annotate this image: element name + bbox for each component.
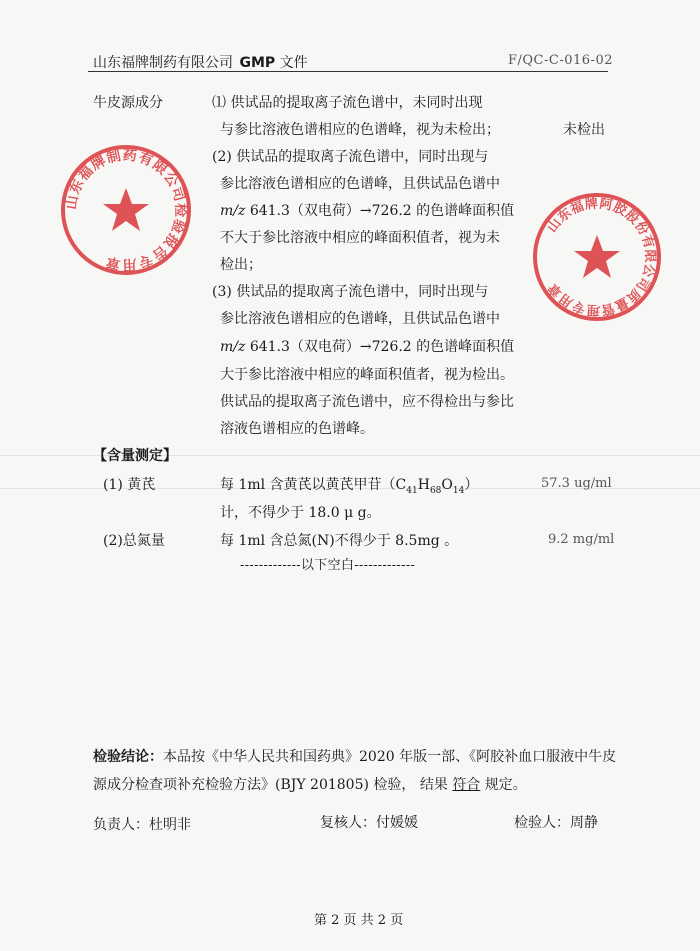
conclusion-text1: 本品按《中华人民共和国药典》2020 年版一部、《阿胶补血口服液中牛皮	[163, 749, 617, 765]
bovine-result: 未检出	[563, 122, 605, 138]
bovine-p2-line3	[220, 200, 514, 220]
bovine-p3-line5: 供试品的提取离子流色谱中，应不得检出与参比	[220, 394, 514, 410]
assay-item1-label: (1) 黄芪	[103, 477, 156, 493]
company-name: 山东福牌制药有限公司	[93, 55, 233, 71]
assay-item1-line2: 计，不得少于 18.0 μ g。	[220, 505, 381, 521]
document-code: F/QC-C-016-02	[508, 53, 613, 68]
assay-section-title: 【含量测定】	[93, 448, 177, 464]
assay-item2-text: 每 1ml 含总氮(N)不得少于 8.5mg 。	[220, 533, 459, 549]
conclusion-verdict: 符合	[452, 777, 481, 793]
assay-item1-text-b: ）	[464, 477, 479, 493]
conclusion-label: 检验结论：	[93, 749, 163, 765]
bovine-p1-line2: 与参比溶液色谱相应的色谱峰，视为未检出；	[220, 122, 500, 138]
bovine-p3-line3-text: 641.3（双电荷）→726.2 的色谱峰面积值	[245, 339, 515, 355]
assay-item1-text-a: 每 1ml 含黄芪以黄芪甲苷（C	[220, 477, 407, 493]
bovine-p2-line1: (2) 供试品的提取离子流色谱中，同时出现与	[212, 149, 489, 165]
bovine-p2-line2: 参比溶液色谱相应的色谱峰，且供试品色谱中	[220, 176, 500, 192]
conclusion-text2-pre: 源成分检查项补充检验方法》(BJY 201805) 检验， 结果	[93, 777, 453, 793]
mz-symbol: m/z	[220, 339, 246, 355]
bovine-p3-line4: 大于参比溶液中相应的峰面积值者，视为检出。	[220, 367, 514, 383]
conclusion-line1	[93, 746, 616, 766]
bovine-p2-line5: 检出；	[220, 257, 262, 273]
subscript-14: 14	[452, 485, 465, 496]
assay-item2-result: 9.2 mg/ml	[548, 532, 615, 547]
subscript-68: 68	[429, 485, 442, 496]
doc-word: 文件	[279, 55, 308, 71]
blank-below-line: -------------以下空白-------------	[240, 558, 416, 573]
bovine-p1-line1: ⑴ 供试品的提取离子流色谱中，未同时出现	[212, 95, 483, 111]
document-header	[93, 52, 308, 72]
symbol-h: H	[417, 477, 430, 493]
bovine-p3-line2: 参比溶液色谱相应的色谱峰，且供试品色谱中	[220, 311, 500, 327]
conclusion-text2-post: 规定。	[480, 777, 527, 793]
bovine-p3-line1: (3) 供试品的提取离子流色谱中，同时出现与	[212, 284, 489, 300]
signature-responsible: 负责人：杜明非	[93, 817, 191, 833]
signature-inspector: 检验人：周静	[514, 815, 598, 831]
assay-item1-result: 57.3 ug/ml	[541, 476, 612, 491]
svg-text:山东福牌制药有限公司检验报告专用章: 山东福牌制药有限公司检验报告专用章	[63, 147, 189, 273]
bovine-label: 牛皮源成分	[93, 95, 163, 111]
bovine-p3-line6: 溶液色谱相应的色谱峰。	[220, 421, 374, 437]
inspection-seal-stamp	[56, 140, 196, 280]
bovine-p2-line4: 不大于参比溶液中相应的峰面积值者，视为未	[220, 230, 500, 246]
subscript-41: 41	[406, 485, 418, 496]
conclusion-line2	[93, 774, 527, 794]
page-number: 第 2 页 共 2 页	[314, 913, 404, 928]
gmp-label: GMP	[239, 55, 276, 71]
assay-item1-line1	[220, 474, 478, 496]
quality-seal-stamp	[528, 188, 666, 326]
header-divider	[88, 71, 608, 72]
mz-symbol: m/z	[220, 203, 246, 219]
bovine-p3-line3	[220, 336, 514, 356]
assay-item2-label: (2)总氮量	[103, 533, 165, 549]
svg-text:山东福牌阿胶股份有限公司质量管理专用章: 山东福牌阿胶股份有限公司质量管理专用章	[544, 196, 658, 318]
signature-reviewer: 复核人：付媛媛	[320, 815, 418, 831]
symbol-o: O	[441, 477, 453, 493]
bovine-p2-line3-text: 641.3（双电荷）→726.2 的色谱峰面积值	[245, 203, 515, 219]
